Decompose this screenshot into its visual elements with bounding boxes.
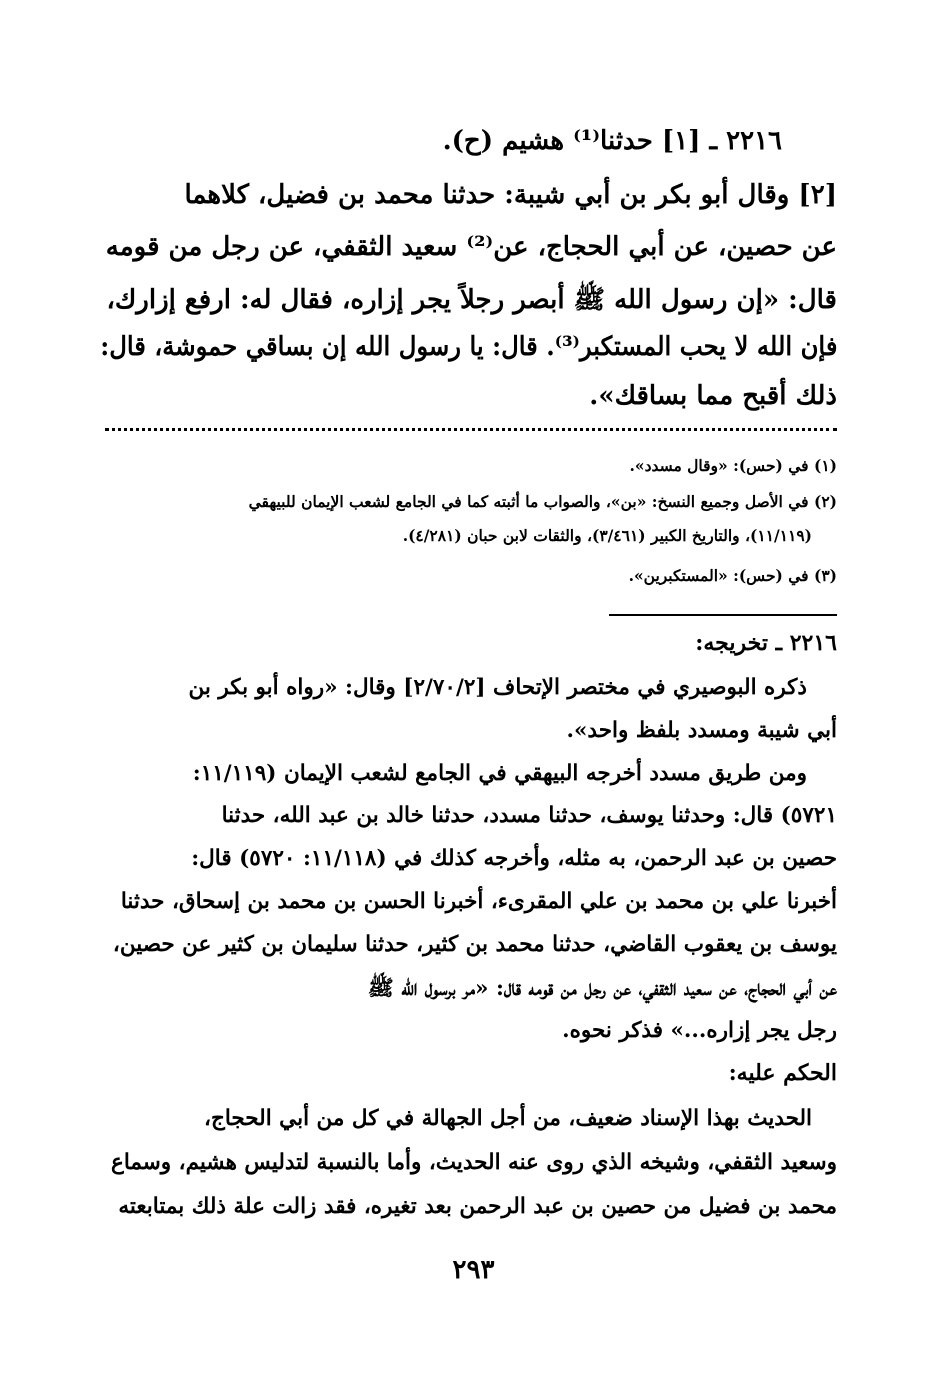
- hadith-line: ذلك أقبح مما بساقك».: [589, 381, 837, 411]
- ruling-heading: الحكم عليه:: [728, 1060, 837, 1086]
- ruling-line: وسعيد الثقفي، وشيخه الذي روى عنه الحديث، وأما بالنسبة لتدليس هشيم، وسماع: [110, 1150, 837, 1175]
- takhrij-line: ٥٧٢١) قال: وحدثنا يوسف، حدثنا مسدد، حدثنا خالد بن عبد الله، حدثنا: [221, 803, 837, 828]
- takhrij-heading: ٢٢١٦ ـ تخريجه:: [695, 630, 837, 656]
- ruling-line: الحديث بهذا الإسناد ضعيف، من أجل الجهالة في كل من أبي الحجاج،: [204, 1106, 812, 1131]
- footnote-line: (١١/١١٩)، والتاريخ الكبير (٣/٤٦١)، والثقات لابن حبان (٤/٢٨١).: [402, 526, 812, 545]
- section-rule: [609, 614, 837, 616]
- takhrij-line: رجل يجر إزاره...» فذكر نحوه.: [562, 1018, 837, 1043]
- page-number: ٢٩٣: [452, 1255, 495, 1285]
- takhrij-line: يوسف بن يعقوب القاضي، حدثنا محمد بن كثير، حدثنا سليمان بن كثير عن حصين،: [112, 932, 837, 957]
- hadith-line: عن حصين، عن أبي الحجاج، عن⁽²⁾ سعيد الثقفي، عن رجل من قومه: [105, 232, 837, 262]
- takhrij-line: عن أبي الحجاج، عن سعيد الثقفي، عن رجل من قومه قال: «مر برسول الله ﷺ: [367, 976, 837, 1001]
- takhrij-line: أبي شيبة ومسدد بلفظ واحد».: [566, 718, 837, 743]
- hadith-line: [٢] وقال أبو بكر بن أبي شيبة: حدثنا محمد بن فضيل، كلاهما: [184, 180, 837, 210]
- hadith-line: قال: «إن رسول الله ﷺ أبصر رجلاً يجر إزاره، فقال له: ارفع إزارك،: [106, 285, 837, 315]
- footnote-line: (٣) في (حس): «المستكبرين».: [628, 566, 837, 585]
- footnote-line: (٢) في الأصل وجميع النسخ: «بن»، والصواب ما أثبته كما في الجامع لشعب الإيمان للبيهقي: [248, 492, 837, 511]
- footnote-separator: [105, 428, 837, 431]
- takhrij-line: حصين بن عبد الرحمن، به مثله، وأخرجه كذلك في (١١/١١٨: ٥٧٢٠) قال:: [191, 846, 837, 871]
- hadith-line: فإن الله لا يحب المستكبر⁽³⁾. قال: يا رسول الله إن بساقي حموشة، قال:: [99, 332, 837, 362]
- takhrij-line: ذكره البوصيري في مختصر الإتحاف [٢/٧٠/٢] وقال: «رواه أبو بكر بن: [188, 675, 807, 700]
- takhrij-line: ومن طريق مسدد أخرجه البيهقي في الجامع لشعب الإيمان (١١/١١٩:: [192, 761, 807, 786]
- hadith-line: ٢٢١٦ ـ [١] حدثنا⁽¹⁾ هشيم (ح).: [442, 126, 782, 156]
- takhrij-line: أخبرنا علي بن محمد بن علي المقرىء، أخبرنا الحسن بن محمد بن إسحاق، حدثنا: [120, 889, 837, 914]
- footnote-line: (١) في (حس): «وقال مسدد».: [629, 456, 837, 475]
- ruling-line: محمد بن فضيل من حصين بن عبد الرحمن بعد تغيره، فقد زالت علة ذلك بمتابعته: [118, 1194, 837, 1219]
